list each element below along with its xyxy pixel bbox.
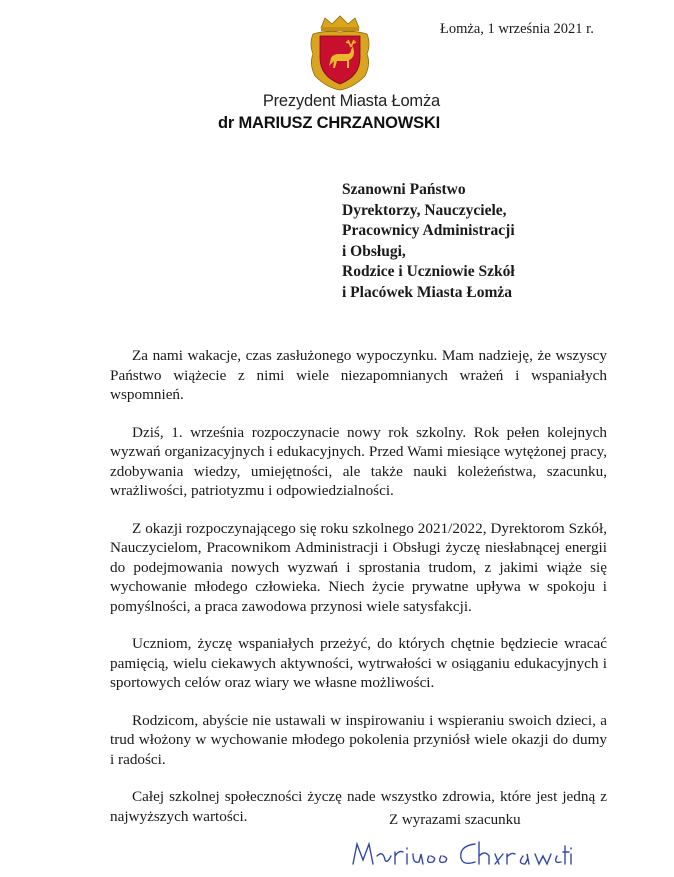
addressee-block bbox=[342, 180, 515, 303]
addressee-line: i Placówek Miasta Łomża bbox=[342, 283, 513, 301]
letter-body bbox=[110, 346, 607, 844]
closing-phrase: Z wyrazami szacunku bbox=[389, 812, 521, 828]
coat-of-arms-icon bbox=[307, 14, 373, 92]
issuer-block bbox=[200, 90, 440, 134]
handwritten-signature bbox=[347, 834, 577, 872]
addressee-line: Dyrektorzy, Nauczyciele, bbox=[342, 201, 507, 219]
addressee-line: Rodzice i Uczniowie Szkół bbox=[342, 263, 515, 280]
body-paragraph: Uczniom, życzę wspaniałych przeżyć, do których chętnie będziecie wracać pamięcią, wielu ciekawych aktywności, wytrwałości w osiąganiu edukacyjnych i sportowych celów oraz wiary we własne możliwości. bbox=[110, 635, 607, 691]
addressee-line: Szanowni Państwo bbox=[342, 181, 466, 198]
body-paragraph: Całej szkolnej społeczności życzę nade wszystko zdrowia, które jest jedną z najwyższych wartości. bbox=[110, 788, 607, 825]
addressee-line: Pracownicy Administracji bbox=[342, 222, 515, 239]
body-paragraph: Za nami wakacje, czas zasłużonego wypoczynku. Mam nadzieję, że wszyscy Państwo wiążecie z nimi wiele niezapomnianych wrażeń i wspaniałych wspomnień. bbox=[110, 347, 607, 403]
issuer-name: dr MARIUSZ CHRZANOWSKI bbox=[218, 114, 440, 132]
letter-date: Łomża, 1 września 2021 r. bbox=[440, 21, 594, 37]
body-paragraph: Rodzicom, abyście nie ustawali w inspirowaniu i wspieraniu swoich dzieci, a trud włożony w wychowanie młodego pokolenia przyniósł wiele okazji do dumy i radości. bbox=[110, 711, 607, 768]
issuer-title: Prezydent Miasta Łomża bbox=[262, 92, 440, 110]
body-paragraph: Dziś, 1. września rozpoczynacie nowy rok szkolny. Rok pełen kolejnych wyzwań organizacyjnych i edukacyjnych. Przed Wami miesiące wytężonej pracy, zdobywania wiedzy, umiejętności, ale także nauki koleżeństwa, szacunku, wrażliwości, patriotyzmu i odpowiedzialności. bbox=[110, 423, 607, 499]
addressee-line: i Obsługi, bbox=[342, 242, 406, 260]
body-paragraph: Z okazji rozpoczynającego się roku szkolnego 2021/2022, Dyrektorom Szkół, Nauczycielom, Pracownikom Administracji i Obsługi życzę niesłabnącej energii do podejmowania nowych wyzwań i sprostania trudom, z jakimi wiąże się wychowanie młodego człowieka. Niech życie prywatne upływa w spokoju i pomyślności, a praca zawodowa przynosi wiele satysfakcji. bbox=[110, 519, 607, 615]
